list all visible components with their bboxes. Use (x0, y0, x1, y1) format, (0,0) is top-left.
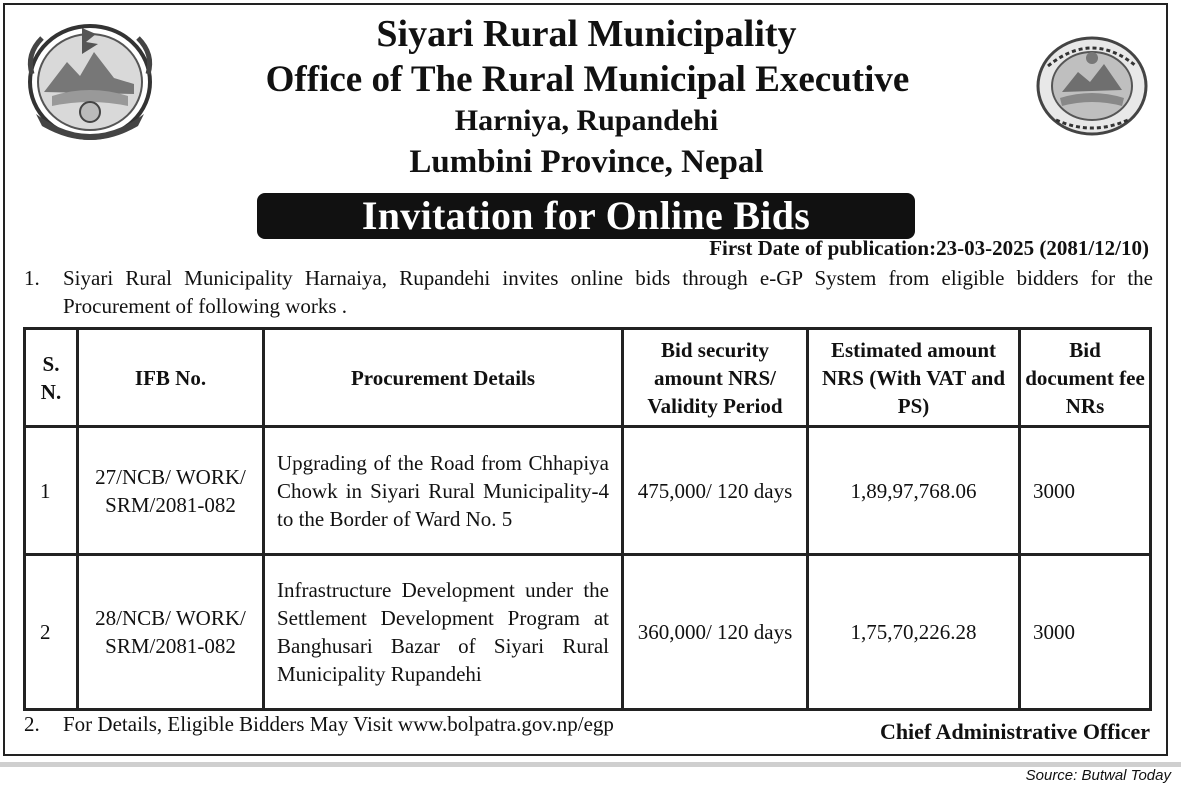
cell-ifb: 28/NCB/ WORK/ SRM/2081-082 (78, 555, 264, 710)
table-row (25, 427, 1151, 555)
cell-details: Upgrading of the Road from Chhapiya Chowk in Siyari Rural Municipality-4 to the Border of Ward No. 5 (264, 427, 623, 555)
province-country: Lumbini Province, Nepal (409, 144, 764, 180)
col-header-fee: Bid document fee NRs (1020, 329, 1151, 427)
cell-estimate: 1,75,70,226.28 (808, 555, 1020, 710)
table-row (25, 555, 1151, 710)
office-location: Harniya, Rupandehi (454, 104, 719, 137)
col-header-estimate: Estimated amount NRS (With VAT and PS) (808, 329, 1020, 427)
signatory-title: Chief Administrative Officer (879, 719, 1150, 744)
cell-ifb: 27/NCB/ WORK/ SRM/2081-082 (78, 427, 264, 555)
cell-details: Infrastructure Development under the Settlement Development Program at Banghusari Bazar of Siyari Rural Municipality Rupandehi (264, 555, 623, 710)
publication-date: First Date of publication:23-03-2025 (2081/12/10) (709, 236, 1149, 260)
cell-estimate: 1,89,97,768.06 (808, 427, 1020, 555)
paragraph-number: 1. (24, 266, 40, 290)
cell-security: 360,000/ 120 days (623, 555, 808, 710)
office-name: Office of The Rural Municipal Executive (265, 59, 910, 100)
cell-security: 475,000/ 120 days (623, 427, 808, 555)
cell-fee: 3000 (1020, 427, 1151, 555)
source-credit: Source: Butwal Today (1025, 767, 1171, 784)
paragraph-text: For Details, Eligible Bidders May Visit www.bolpatra.gov.np/egp (63, 712, 614, 736)
municipality-name: Siyari Rural Municipality (376, 13, 797, 55)
paragraph-number: 2. (24, 712, 40, 736)
bids-table (23, 327, 1152, 711)
col-header-details: Procurement Details (264, 329, 623, 427)
cell-sn: 1 (25, 427, 78, 555)
cell-sn: 2 (25, 555, 78, 710)
notice-title-banner: Invitation for Online Bids (257, 193, 915, 239)
table-header-row (25, 329, 1151, 427)
divider (0, 762, 1181, 767)
cell-fee: 3000 (1020, 555, 1151, 710)
paragraph-text: Siyari Rural Municipality Harnaiya, Rupandehi invites online bids through e-GP System from eligible bidders for the Procurement of following works . (63, 266, 1153, 318)
col-header-ifb: IFB No. (78, 329, 264, 427)
col-header-security: Bid security amount NRS/ Validity Period (623, 329, 808, 427)
col-header-sn: S. N. (25, 329, 78, 427)
